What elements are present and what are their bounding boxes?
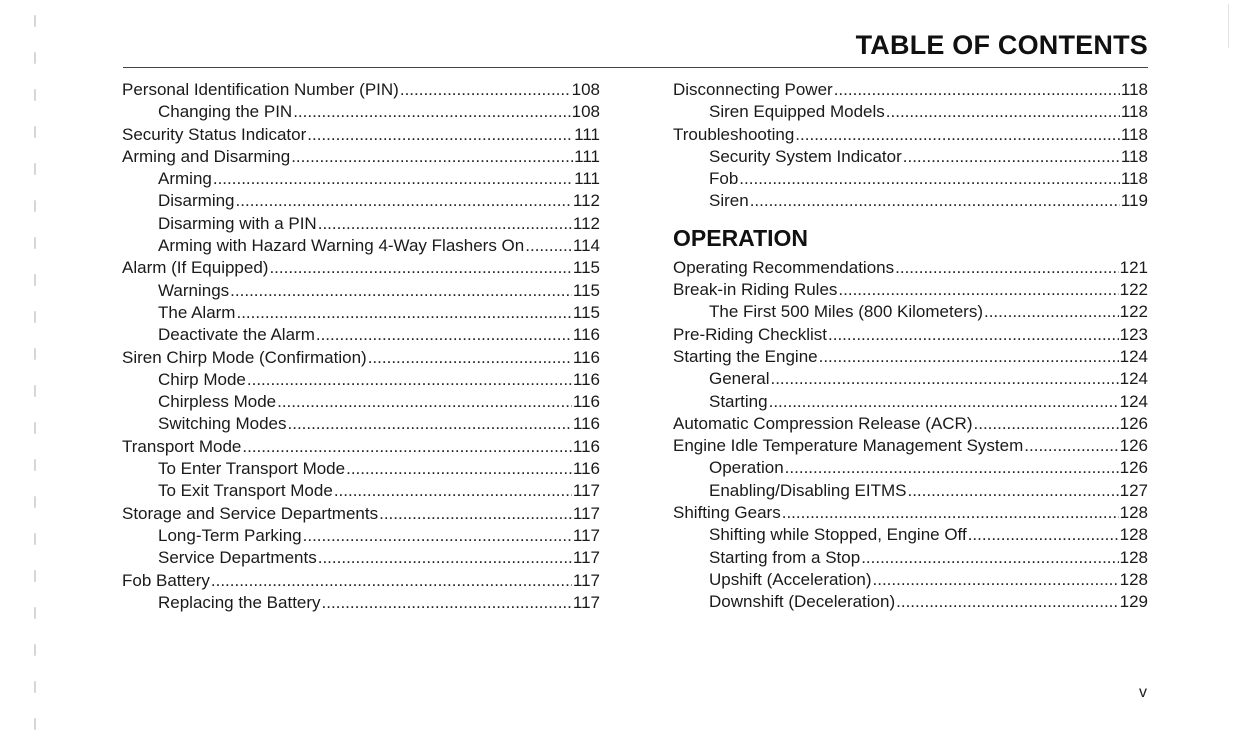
toc-entry-label: The First 500 Miles (800 Kilometers) <box>709 302 983 322</box>
toc-subentry[interactable] <box>122 168 600 190</box>
toc-dot-leader <box>318 547 572 569</box>
toc-entry-page: 116 <box>572 325 600 345</box>
toc-entry[interactable] <box>122 257 600 279</box>
toc-list-left <box>122 79 600 614</box>
toc-dot-leader <box>242 436 572 458</box>
binding-mark <box>34 533 36 545</box>
toc-entry-page: 122 <box>1119 302 1148 322</box>
binding-mark <box>34 459 36 471</box>
toc-entry-label: Service Departments <box>158 548 317 568</box>
toc-entry-page: 124 <box>1119 346 1148 366</box>
toc-entry-label: Alarm (If Equipped) <box>122 258 269 278</box>
toc-entry-page: 114 <box>572 236 600 256</box>
toc-dot-leader <box>974 413 1119 435</box>
toc-entry-label: Automatic Compression Release (ACR) <box>673 413 973 433</box>
toc-entry[interactable] <box>673 502 1148 524</box>
toc-entry-page: 116 <box>572 392 600 412</box>
toc-entry-page: 117 <box>572 548 600 568</box>
toc-entry-page: 111 <box>574 124 600 144</box>
toc-entry-label: Siren Chirp Mode (Confirmation) <box>122 347 367 367</box>
toc-entry-label: Downshift (Deceleration) <box>709 592 896 612</box>
toc-left-column <box>122 79 600 614</box>
binding-mark <box>34 681 36 693</box>
toc-entry-page: 123 <box>1119 324 1148 344</box>
binding-mark <box>34 348 36 360</box>
toc-entry-label: Fob <box>709 169 739 189</box>
toc-entry-page: 126 <box>1119 458 1148 478</box>
toc-entry[interactable] <box>673 124 1148 146</box>
toc-dot-leader <box>785 457 1119 479</box>
toc-entry-page: 128 <box>1119 503 1148 523</box>
toc-dot-leader <box>769 391 1119 413</box>
toc-entry[interactable] <box>122 503 600 525</box>
page-number: v <box>1139 684 1147 701</box>
toc-entry-label: Siren <box>709 191 749 211</box>
toc-entry-page: 118 <box>1120 102 1148 122</box>
toc-entry-page: 115 <box>572 280 600 300</box>
toc-dot-leader <box>984 301 1119 323</box>
toc-subentry[interactable] <box>122 190 600 212</box>
toc-subentry[interactable] <box>673 391 1148 413</box>
toc-entry-label: Disarming <box>158 191 235 211</box>
toc-entry-page: 115 <box>572 258 600 278</box>
toc-entry-label: General <box>709 369 770 389</box>
toc-subentry[interactable] <box>122 235 600 257</box>
toc-entry-page: 116 <box>572 414 600 434</box>
toc-subentry[interactable] <box>122 302 600 324</box>
toc-entry-page: 108 <box>571 80 600 99</box>
toc-entry-page: 127 <box>1119 480 1148 500</box>
toc-dot-leader <box>873 569 1119 591</box>
toc-entry[interactable] <box>122 436 600 458</box>
toc-entry-page: 126 <box>1119 436 1148 456</box>
toc-subentry[interactable] <box>122 547 600 569</box>
toc-entry-page: 117 <box>572 503 600 523</box>
toc-entry-page: 111 <box>574 146 600 166</box>
toc-entry-label: Troubleshooting <box>673 124 795 144</box>
toc-dot-leader <box>782 502 1119 524</box>
page-title: TABLE OF CONTENTS <box>855 30 1148 60</box>
toc-entry[interactable] <box>673 435 1148 457</box>
toc-entry-label: Operating Recommendations <box>673 257 895 277</box>
toc-entry-page: 124 <box>1119 369 1148 389</box>
toc-entry-label: Shifting Gears <box>673 503 781 523</box>
section-heading-operation: OPERATION <box>673 224 809 251</box>
toc-dot-leader <box>819 346 1119 368</box>
toc-dot-leader <box>368 347 572 369</box>
toc-dot-leader <box>318 213 572 235</box>
toc-dot-leader <box>247 369 572 391</box>
toc-dot-leader <box>907 480 1118 502</box>
toc-dot-leader <box>213 168 573 190</box>
binding-mark <box>34 385 36 397</box>
toc-dot-leader <box>277 391 572 413</box>
toc-dot-leader <box>307 124 573 146</box>
toc-entry-page: 129 <box>1119 592 1148 612</box>
toc-subentry[interactable] <box>122 458 600 480</box>
toc-dot-leader <box>291 146 573 168</box>
toc-dot-leader <box>795 124 1120 146</box>
toc-entry-page: 116 <box>572 369 600 389</box>
toc-entry-label: Disarming with a PIN <box>158 213 317 233</box>
toc-entry-label: Transport Mode <box>122 436 242 456</box>
toc-entry-label: Changing the PIN <box>158 102 293 122</box>
toc-entry-page: 122 <box>1119 280 1148 300</box>
toc-entry-page: 128 <box>1119 547 1148 567</box>
toc-entry-page: 119 <box>1120 191 1148 211</box>
toc-entry-label: Engine Idle Temperature Management System <box>673 436 1024 456</box>
binding-mark <box>34 718 36 730</box>
toc-dot-leader <box>838 279 1118 301</box>
toc-entry-label: Arming with Hazard Warning 4-Way Flashers On <box>158 236 525 256</box>
toc-entry-page: 118 <box>1120 124 1148 144</box>
toc-subentry[interactable] <box>122 413 600 435</box>
toc-right-column <box>673 79 1148 614</box>
toc-dot-leader <box>739 168 1120 190</box>
toc-entry-label: Starting from a Stop <box>709 547 861 567</box>
toc-subentry[interactable] <box>673 591 1148 613</box>
toc-entry-label: Security System Indicator <box>709 146 902 166</box>
toc-dot-leader <box>1024 435 1118 457</box>
toc-subentry[interactable] <box>673 168 1148 190</box>
toc-subentry[interactable] <box>673 368 1148 390</box>
binding-mark <box>34 237 36 249</box>
page-edge-mark <box>1228 4 1229 48</box>
toc-entry-label: Chirp Mode <box>158 369 246 389</box>
toc-entry-label: Siren Equipped Models <box>709 102 885 122</box>
toc-list-right-after <box>673 257 1148 614</box>
toc-subentry[interactable] <box>122 213 600 235</box>
toc-dot-leader <box>236 302 571 324</box>
toc-entry-label: Storage and Service Departments <box>122 503 379 523</box>
toc-entry-page: 118 <box>1120 80 1148 99</box>
toc-entry-label: Shifting while Stopped, Engine Off <box>709 525 967 545</box>
toc-subentry[interactable] <box>122 101 600 123</box>
binding-mark <box>34 163 36 175</box>
toc-entry-label: Break-in Riding Rules <box>673 280 838 300</box>
toc-dot-leader <box>334 480 572 502</box>
toc-dot-leader <box>750 190 1120 212</box>
toc-entry-page: 121 <box>1119 257 1148 277</box>
toc-subentry[interactable] <box>122 324 600 346</box>
toc-entry-page: 117 <box>572 525 600 545</box>
toc-entry[interactable] <box>673 279 1148 301</box>
title-rule <box>123 67 1148 68</box>
binding-mark <box>34 89 36 101</box>
toc-dot-leader <box>230 280 572 302</box>
toc-entry[interactable] <box>673 79 1148 101</box>
toc-entry[interactable] <box>122 124 600 146</box>
toc-dot-leader <box>886 101 1120 123</box>
toc-dot-leader <box>236 190 572 212</box>
toc-subentry[interactable] <box>122 280 600 302</box>
toc-subentry[interactable] <box>122 391 600 413</box>
toc-entry-label: Warnings <box>158 280 230 300</box>
toc-dot-leader <box>834 79 1120 101</box>
toc-entry-label: Operation <box>709 458 784 478</box>
toc-entry[interactable] <box>122 146 600 168</box>
binding-mark <box>34 570 36 582</box>
toc-entry-label: Arming <box>158 169 212 189</box>
toc-dot-leader <box>293 101 570 123</box>
toc-entry-label: The Alarm <box>158 302 236 322</box>
toc-dot-leader <box>316 324 572 346</box>
toc-entry-page: 126 <box>1119 413 1148 433</box>
toc-subentry[interactable] <box>122 369 600 391</box>
toc-subentry[interactable] <box>673 101 1148 123</box>
toc-subentry[interactable] <box>673 301 1148 323</box>
toc-dot-leader <box>896 591 1118 613</box>
toc-entry-page: 128 <box>1119 569 1148 589</box>
toc-entry-page: 117 <box>572 481 600 501</box>
toc-dot-leader <box>895 257 1119 279</box>
toc-subentry[interactable] <box>673 457 1148 479</box>
toc-dot-leader <box>861 547 1118 569</box>
toc-entry-page: 116 <box>572 459 600 479</box>
toc-entry-page: 115 <box>572 302 600 322</box>
binding-mark <box>34 52 36 64</box>
binding-marks <box>34 15 38 725</box>
toc-entry-label: Deactivate the Alarm <box>158 325 315 345</box>
toc-list-right-before <box>673 79 1148 213</box>
toc-entry[interactable] <box>673 257 1148 279</box>
toc-dot-leader <box>269 257 571 279</box>
binding-mark <box>34 311 36 323</box>
binding-mark <box>34 126 36 138</box>
toc-subentry[interactable] <box>122 525 600 547</box>
binding-mark <box>34 422 36 434</box>
toc-entry-label: Fob Battery <box>122 570 210 590</box>
toc-subentry[interactable] <box>673 190 1148 212</box>
toc-subentry[interactable] <box>673 569 1148 591</box>
toc-entry-label: Upshift (Acceleration) <box>709 569 872 589</box>
toc-entry-label: Replacing the Battery <box>158 592 321 612</box>
toc-subentry[interactable] <box>122 592 600 614</box>
toc-entry-label: Security Status Indicator <box>122 124 307 144</box>
toc-entry-label: Switching Modes <box>158 414 287 434</box>
toc-entry-page: 118 <box>1120 169 1148 189</box>
toc-entry-page: 124 <box>1119 391 1148 411</box>
toc-entry-page: 128 <box>1119 525 1148 545</box>
toc-dot-leader <box>968 524 1119 546</box>
toc-entry-label: Disconnecting Power <box>673 80 833 99</box>
toc-entry-label: Long-Term Parking <box>158 525 302 545</box>
binding-mark <box>34 274 36 286</box>
toc-entry-page: 112 <box>572 213 600 233</box>
toc-entry-page: 117 <box>572 570 600 590</box>
toc-entry-page: 108 <box>571 102 600 122</box>
toc-entry-label: Starting the Engine <box>673 346 818 366</box>
toc-entry-label: Enabling/Disabling EITMS <box>709 480 907 500</box>
toc-dot-leader <box>770 368 1118 390</box>
toc-entry-page: 116 <box>572 347 600 367</box>
toc-entry-label: Arming and Disarming <box>122 146 291 166</box>
toc-entry-label: Personal Identification Number (PIN) <box>122 80 399 99</box>
toc-entry-page: 116 <box>572 436 600 456</box>
toc-entry-label: Pre-Riding Checklist <box>673 324 827 344</box>
toc-subentry[interactable] <box>673 480 1148 502</box>
toc-subentry[interactable] <box>673 547 1148 569</box>
toc-entry[interactable] <box>673 324 1148 346</box>
toc-dot-leader <box>828 324 1119 346</box>
toc-entry[interactable] <box>122 79 600 101</box>
toc-entry-label: Chirpless Mode <box>158 392 277 412</box>
toc-dot-leader <box>303 525 572 547</box>
toc-entry-page: 118 <box>1120 146 1148 166</box>
toc-dot-leader <box>211 570 572 592</box>
toc-subentry[interactable] <box>673 524 1148 546</box>
toc-entry[interactable] <box>673 413 1148 435</box>
toc-entry-page: 111 <box>574 169 600 189</box>
binding-mark <box>34 200 36 212</box>
toc-entry[interactable] <box>673 346 1148 368</box>
toc-dot-leader <box>903 146 1120 168</box>
toc-subentry[interactable] <box>122 480 600 502</box>
binding-mark <box>34 607 36 619</box>
toc-dot-leader <box>322 592 572 614</box>
toc-entry-label: To Exit Transport Mode <box>158 481 333 501</box>
toc-entry-label: To Enter Transport Mode <box>158 459 346 479</box>
toc-entry[interactable] <box>122 347 600 369</box>
toc-entry-label: Starting <box>709 391 768 411</box>
toc-dot-leader <box>379 503 572 525</box>
toc-subentry[interactable] <box>673 146 1148 168</box>
toc-dot-leader <box>400 79 571 101</box>
binding-mark <box>34 496 36 508</box>
toc-dot-leader <box>288 413 572 435</box>
toc-entry-page: 112 <box>572 191 600 211</box>
toc-dot-leader <box>525 235 572 257</box>
toc-dot-leader <box>346 458 572 480</box>
binding-mark <box>34 644 36 656</box>
toc-entry-page: 117 <box>572 592 600 612</box>
toc-entry[interactable] <box>122 570 600 592</box>
binding-mark <box>34 15 36 27</box>
